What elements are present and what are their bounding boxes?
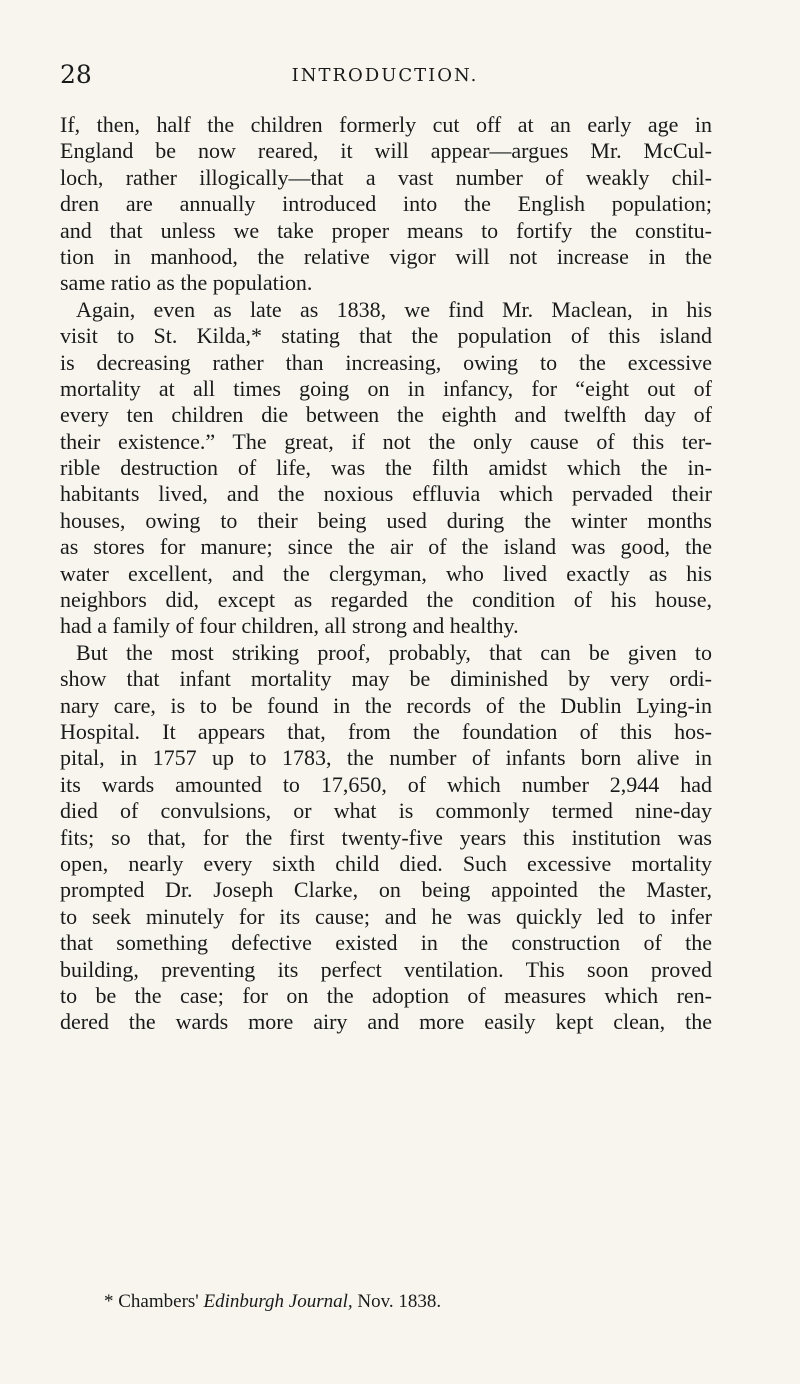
text-line: loch, rather illogically—that a vast number of weakly chil- [60, 164, 712, 190]
running-head: INTRODUCTION. [291, 65, 479, 86]
body-text [60, 112, 712, 1036]
text-line: But the most striking proof, probably, that can be given to [76, 639, 712, 665]
text-line: is decreasing rather than increasing, owing to the excessive [60, 349, 712, 375]
text-line: fits; so that, for the first twenty-five years this institution was [60, 824, 712, 850]
text-line: that something defective existed in the construction of the [60, 930, 712, 956]
text-line: dren are annually introduced into the English population; [60, 191, 712, 217]
text-line: show that infant mortality may be diminished by very ordi- [60, 666, 712, 692]
text-line: building, preventing its perfect ventilation. This soon proved [60, 956, 712, 982]
page-header [60, 60, 710, 90]
text-line: same ratio as the population. [60, 270, 313, 296]
footnote-author: Chambers' [118, 1291, 199, 1312]
text-line: Hospital. It appears that, from the foundation of this hos- [60, 718, 712, 744]
text-line: every ten children die between the eighth and twelfth day of [60, 402, 712, 428]
footnote-journal: Edinburgh Journal, [203, 1291, 353, 1312]
text-line: houses, owing to their being used during the winter months [60, 507, 712, 533]
text-line: mortality at all times going on in infancy, for “eight out of [60, 375, 712, 401]
footnote-marker: * [104, 1291, 114, 1312]
text-line: open, nearly every sixth child died. Such excessive mortality [60, 850, 712, 876]
text-line: Again, even as late as 1838, we find Mr. Maclean, in his [76, 296, 712, 322]
footnote-date: Nov. 1838. [357, 1291, 442, 1312]
text-line: to be the case; for on the adoption of measures which ren- [60, 982, 712, 1008]
text-line: rible destruction of life, was the filth amidst which the in- [60, 455, 712, 481]
text-line: had a family of four children, all strong and healthy. [60, 613, 519, 639]
text-line: as stores for manure; since the air of the island was good, the [60, 534, 712, 560]
text-line: nary care, is to be found in the records of the Dublin Lying-in [60, 692, 712, 718]
text-line: tion in manhood, the relative vigor will not increase in the [60, 243, 712, 269]
text-line: water excellent, and the clergyman, who lived exactly as his [60, 560, 712, 586]
text-line: pital, in 1757 up to 1783, the number of infants born alive in [60, 745, 712, 771]
text-line: their existence.” The great, if not the only cause of this ter- [60, 428, 712, 454]
text-line: If, then, half the children formerly cut off at an early age in [60, 112, 712, 137]
text-line: England be now reared, it will appear—argues Mr. McCul- [60, 138, 712, 164]
page-number: 28 [60, 60, 92, 89]
text-line: neighbors did, except as regarded the condition of his house, [60, 587, 712, 613]
text-line: to seek minutely for its cause; and he was quickly led to infer [60, 903, 712, 929]
footnote [60, 1290, 712, 1314]
text-line: prompted Dr. Joseph Clarke, on being appointed the Master, [60, 877, 712, 903]
text-line: dered the wards more airy and more easily kept clean, the [60, 1009, 712, 1035]
text-line: habitants lived, and the noxious effluvia which pervaded their [60, 481, 712, 507]
text-line: its wards amounted to 17,650, of which number 2,944 had [60, 771, 712, 797]
text-line: died of convulsions, or what is commonly termed nine-day [60, 798, 712, 824]
text-line: visit to St. Kilda,* stating that the population of this island [60, 323, 712, 349]
text-line: and that unless we take proper means to fortify the constitu- [60, 217, 712, 243]
